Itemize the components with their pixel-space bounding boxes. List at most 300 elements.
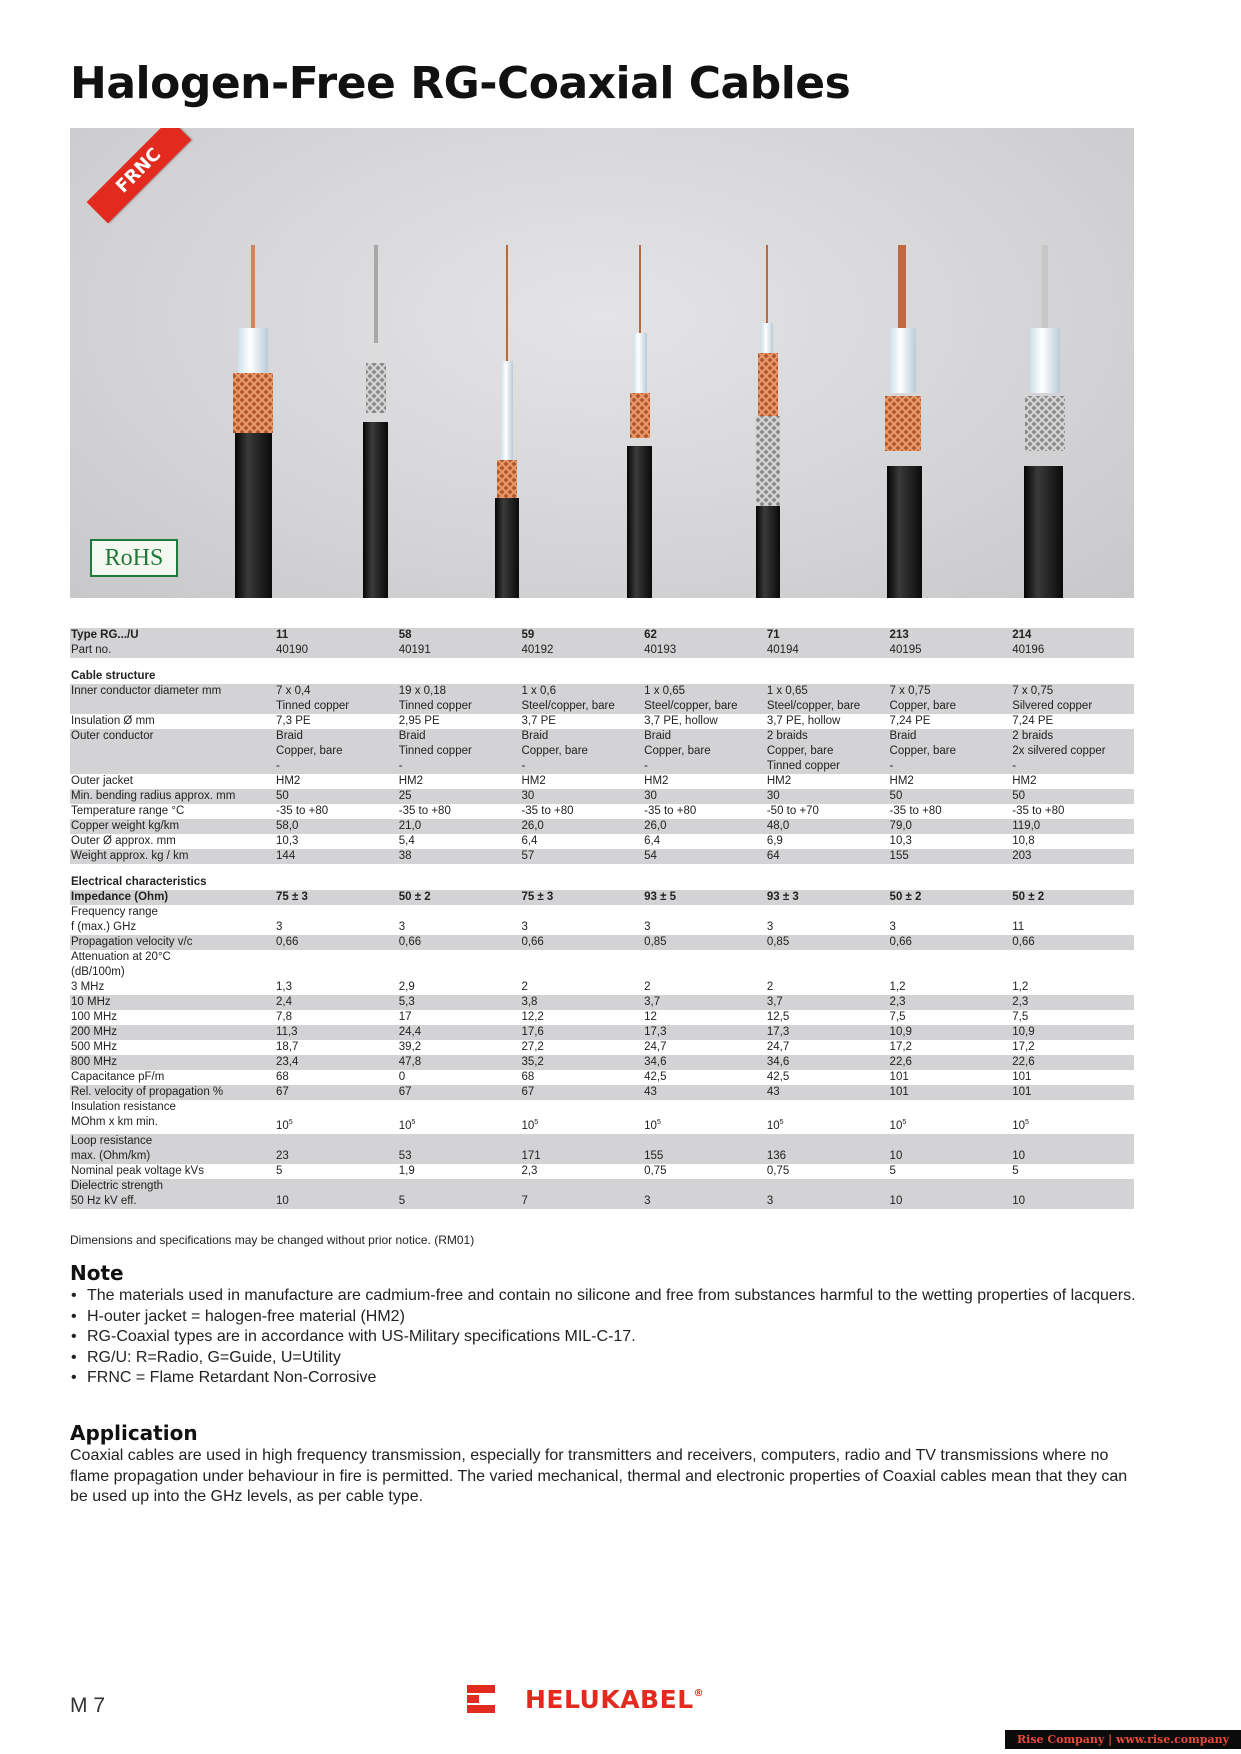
table-cell: 35,2 [520,1055,643,1070]
table-cell: Copper, bare [766,744,889,759]
table-cell: HM2 [398,775,424,787]
table-cell: 10 [1011,1149,1134,1164]
table-row [70,905,1134,920]
table-cell: 11 [1012,921,1025,933]
row-label: Insulation resistance [71,1101,176,1113]
table-cell: Tinned copper [398,699,521,714]
table-cell: 0,85 [643,935,766,950]
table-cell: 12 [644,1011,657,1023]
cable-rg214 [1024,245,1065,598]
table-cell: -35 to +80 [1012,805,1065,817]
table-cell: 7,24 PE [889,715,931,727]
table-cell: 3,7 [643,995,766,1010]
cable-rg58 [363,245,388,598]
cable-rg62 [627,245,652,598]
table-cell: 50 [275,789,398,804]
table-cell: 2 [644,981,651,993]
table-cell: 5 [889,1165,896,1177]
table-cell: 43 [643,1085,766,1100]
table-cell: Steel/copper, bare [520,699,643,714]
list-item: • RG-Coaxial types are in accordance with US-Military specifications MIL-C-17. [70,1327,1136,1348]
row-label: (dB/100m) [71,966,125,978]
table-row [70,1164,1134,1179]
note-list [70,1286,1136,1389]
table-row [70,935,1134,950]
table-cell: 40196 [1011,643,1134,658]
table-row [70,1010,1134,1025]
table-cell: 10 [889,1194,1012,1209]
table-cell: 7 x 0,75 [1011,684,1134,699]
table-cell: 50 [889,789,1012,804]
table-cell: 17,2 [1012,1041,1035,1053]
table-cell: 67 [275,1085,398,1100]
table-cell: Tinned copper [275,699,398,714]
table-cell: 7,3 PE [276,715,311,727]
row-label: Capacitance pF/m [71,1071,165,1083]
table-cell: 7,24 PE [1012,715,1054,727]
table-cell: 58,0 [275,819,398,834]
table-cell: 7 [520,1194,643,1209]
table-cell: 101 [1012,1071,1032,1083]
table-cell: 2,3 [1011,995,1134,1010]
table-cell: 40195 [889,643,1012,658]
table-cell: $10^5$ [276,1119,293,1132]
table-cell: $10^5$ [889,1119,907,1132]
table-cell: 7,5 [1012,1011,1029,1023]
row-label: Outer Ø approx. mm [71,835,176,847]
table-cell: $10^5$ [644,1119,661,1132]
table-row [70,789,1134,804]
table-cell: 0,66 [275,935,398,950]
table-cell: 34,6 [766,1055,889,1070]
table-cell: 155 [643,1149,766,1164]
table-cell: 18,7 [276,1041,299,1053]
table-cell: 1 x 0,65 [643,684,766,699]
table-cell: 7 x 0,4 [275,684,398,699]
table-row [70,729,1134,744]
table-cell: HM2 [889,775,914,787]
table-cell: 47,8 [398,1055,521,1070]
row-label: Insulation Ø mm [71,715,155,727]
section-heading-row [70,864,1134,890]
table-cell: 38 [398,849,521,864]
table-cell: 171 [520,1149,643,1164]
table-cell: 0,66 [1011,935,1134,950]
table-cell: 1,2 [889,981,906,993]
table-row [70,965,1134,980]
table-cell: 57 [520,849,643,864]
table-cell: Copper, bare [275,744,398,759]
table-cell: - [398,759,521,774]
type-cell: 213 [889,628,1012,643]
table-row [70,714,1134,729]
table-cell: 17,6 [520,1025,643,1040]
table-cell: 43 [766,1085,889,1100]
table-cell: 39,2 [398,1041,422,1053]
table-cell: 203 [1011,849,1134,864]
table-row [70,804,1134,819]
row-label: 10 MHz [70,995,275,1010]
table-cell: 144 [275,849,398,864]
table-cell: 0 [398,1071,406,1083]
table-cell: 3,7 [766,995,889,1010]
table-cell: HM2 [1012,775,1037,787]
table-cell: 75 ± 3 [275,890,398,905]
table-cell: 3,7 PE, hollow [644,715,718,727]
table-cell: 17,3 [643,1025,766,1040]
cable-rg213 [885,245,922,598]
table-cell: 30 [766,789,889,804]
table-cell: 3,8 [520,995,643,1010]
table-cell: Braid [520,729,643,744]
row-label: 200 MHz [70,1025,275,1040]
table-row [70,1040,1134,1055]
table-cell: HM2 [766,775,792,787]
table-cell: 3 [643,1194,766,1209]
table-cell: 50 [1011,789,1134,804]
table-cell: Braid [889,729,1012,744]
table-cell: 24,7 [766,1041,790,1053]
table-cell: 34,6 [643,1055,766,1070]
table-cell: 2 [766,981,774,993]
table-cell: 2,4 [275,995,398,1010]
table-cell: 75 ± 3 [520,890,643,905]
table-cell: 1 x 0,65 [766,684,889,699]
table-cell: 3 [398,921,406,933]
list-item: • H-outer jacket = halogen-free material (HM2) [70,1307,1136,1328]
table-cell: Steel/copper, bare [766,699,889,714]
table-cell: 26,0 [520,819,643,834]
table-cell: 50 ± 2 [889,890,1012,905]
table-cell: -50 to +70 [766,805,819,817]
table-cell: 7,5 [889,1011,906,1023]
table-row [70,1149,1134,1164]
table-cell: 22,6 [1011,1055,1134,1070]
table-cell: 30 [643,789,766,804]
list-item: • RG/U: R=Radio, G=Guide, U=Utility [70,1348,1136,1369]
row-label: Part no. [70,643,275,658]
row-label: f (max.) GHz [71,921,137,933]
table-cell: 101 [1011,1085,1134,1100]
table-cell: - [275,759,398,774]
table-cell: 64 [766,849,889,864]
row-label: Nominal peak voltage kVs [71,1165,204,1177]
table-row [70,1194,1134,1209]
helukabel-mark-icon [467,1685,495,1713]
row-label: 800 MHz [70,1055,275,1070]
table-cell: Copper, bare [889,699,1012,714]
table-cell: 3 [766,921,774,933]
table-cell: 0,66 [398,935,521,950]
table-row [70,950,1134,965]
row-label: Outer conductor [70,729,275,744]
section-heading-row [70,658,1134,684]
table-row [70,980,1134,995]
table-cell: Copper, bare [643,744,766,759]
table-cell: -35 to +80 [398,805,451,817]
table-cell: HM2 [644,775,669,787]
cable-illustrations [70,128,1134,598]
table-cell: 0,66 [520,935,643,950]
table-cell: 5 [398,1194,521,1209]
table-cell: 2,3 [521,1165,538,1177]
table-cell: 1,9 [398,1165,415,1177]
table-cell: 2x silvered copper [1011,744,1134,759]
table-cell: 2,9 [398,981,415,993]
table-cell: 5,4 [398,835,415,847]
section-heading: Cable structure [71,670,156,682]
table-cell: 48,0 [766,819,889,834]
table-cell: 12,2 [521,1011,544,1023]
table-cell: 40193 [643,643,766,658]
row-label: Inner conductor diameter mm [70,684,275,699]
table-row [70,890,1134,905]
table-cell: 23,4 [275,1055,398,1070]
table-cell: 2 braids [1011,729,1134,744]
table-row [70,995,1134,1010]
table-row [70,849,1134,864]
table-cell: 10,3 [889,835,912,847]
row-label: 50 Hz kV eff. [70,1194,275,1209]
type-cell: 214 [1011,628,1134,643]
row-label: Impedance (Ohm) [70,890,275,905]
table-cell: 3 [276,921,283,933]
table-cell: 40191 [398,643,521,658]
brand-name: HELUKABEL® [525,1685,705,1714]
type-cell: 71 [766,628,889,643]
type-cell: 58 [398,628,521,643]
table-cell: 50 ± 2 [1011,890,1134,905]
row-label: Outer jacket [71,775,133,787]
table-cell: - [520,759,643,774]
row-label: Type RG.../U [70,628,275,643]
table-row [70,819,1134,834]
table-cell: 5 [276,1165,283,1177]
table-cell: 42,5 [644,1071,667,1083]
row-label: Loop resistance [70,1134,1134,1149]
table-cell: -35 to +80 [521,805,574,817]
table-cell: $10^5$ [1012,1119,1029,1132]
table-row [70,699,1134,714]
table-cell: 1,3 [276,981,293,993]
table-cell: 1 x 0,6 [520,684,643,699]
table-cell: 0,85 [766,935,889,950]
row-label: Min. bending radius approx. mm [70,789,275,804]
table-cell: 17 [398,1011,412,1023]
table-cell: Braid [643,729,766,744]
table-cell: HM2 [276,775,301,787]
type-cell: 11 [275,628,398,643]
table-cell: 7,8 [276,1011,293,1023]
table-row [70,920,1134,935]
table-cell: 10 [275,1194,398,1209]
frnc-badge: FRNC [87,128,192,223]
table-cell: 6,9 [766,835,783,847]
table-cell: Copper, bare [889,744,1012,759]
row-label: MOhm x km min. [71,1116,158,1128]
table-row [70,834,1134,849]
table-cell: -35 to +80 [889,805,942,817]
list-item: • FRNC = Flame Retardant Non-Corrosive [70,1368,1136,1389]
table-row [70,744,1134,759]
table-cell: 5 [1012,1165,1019,1177]
note-heading: Note [70,1261,124,1285]
table-row [70,1115,1134,1134]
table-cell: 5,3 [398,995,521,1010]
table-cell: - [889,759,1012,774]
row-label: Temperature range °C [71,805,185,817]
table-cell: 12,5 [766,1011,790,1023]
application-heading: Application [70,1421,198,1445]
table-cell: 101 [889,1071,909,1083]
table-row [70,1025,1134,1040]
table-cell: 3 [644,921,651,933]
row-label: Copper weight kg/km [70,819,275,834]
table-cell: 93 ± 3 [766,890,889,905]
table-cell: Braid [398,729,521,744]
row-label: 500 MHz [71,1041,118,1053]
table-row [70,759,1134,774]
table-cell: 1,2 [1012,981,1029,993]
table-cell: 10 [889,1149,1012,1164]
table-cell: 25 [398,789,521,804]
table-cell: 2 [521,981,528,993]
specifications-table [70,628,1134,1209]
table-cell: 10,8 [1012,835,1035,847]
table-cell: 79,0 [889,819,1012,834]
cable-rg11 [233,245,273,598]
table-cell: 40192 [520,643,643,658]
rohs-badge: RoHS [90,539,178,577]
table-row [70,774,1134,789]
table-cell: 101 [889,1085,1012,1100]
table-cell: 93 ± 5 [643,890,766,905]
table-row [70,1070,1134,1085]
table-cell: - [1011,759,1134,774]
table-cell: 67 [520,1085,643,1100]
table-cell: 19 x 0,18 [398,684,521,699]
row-label: 100 MHz [71,1011,118,1023]
row-label: Propagation velocity v/c [70,935,275,950]
table-cell: 3 [521,921,528,933]
table-cell: 10,9 [1011,1025,1134,1040]
table-cell: 0,75 [644,1165,667,1177]
table-cell: 17,3 [766,1025,889,1040]
table-cell: 3,7 PE [521,715,556,727]
table-cell: 2 braids [766,729,889,744]
cable-rg71 [756,245,780,598]
table-cell: Braid [275,729,398,744]
table-cell: 10,3 [276,835,299,847]
table-cell: 17,2 [889,1041,912,1053]
table-cell: 40194 [766,643,889,658]
table-cell: 2,95 PE [398,715,440,727]
table-cell: -35 to +80 [644,805,697,817]
table-row [70,1134,1134,1149]
table-cell: 24,7 [644,1041,667,1053]
row-label: Weight approx. kg / km [70,849,275,864]
page-number: M 7 [70,1694,106,1717]
table-cell: 68 [276,1071,289,1083]
table-cell: 7 x 0,75 [889,684,1012,699]
table-cell: 3 [889,921,896,933]
table-row [70,1055,1134,1070]
table-cell: 21,0 [398,819,521,834]
table-row [70,684,1134,699]
table-cell: 68 [521,1071,535,1083]
cable-rg59 [495,245,519,598]
list-item: • The materials used in manufacture are cadmium-free and contain no silicone and free from substances harmful to the wetting properties of lacquers. [70,1286,1136,1307]
page-title: Halogen-Free RG-Coaxial Cables [70,58,851,109]
table-cell: 119,0 [1011,819,1134,834]
table-cell: 26,0 [643,819,766,834]
table-cell: 10,9 [889,1025,1012,1040]
table-cell: 30 [520,789,643,804]
table-row [70,1100,1134,1115]
table-cell: HM2 [521,775,546,787]
table-cell: $10^5$ [766,1119,784,1132]
table-cell: 40190 [275,643,398,658]
section-heading: Electrical characteristics [71,876,207,888]
table-cell: 11,3 [275,1025,398,1040]
table-cell: Copper, bare [520,744,643,759]
table-cell: Tinned copper [398,744,521,759]
table-cell: 6,4 [644,835,661,847]
table-cell: 53 [398,1149,521,1164]
application-text: Coaxial cables are used in high frequency transmission, especially for transmitters and receivers, computers, radio and TV transmissions where no flame propagation under behaviour in fire is permitted. The varied mechanical, thermal and electronic properties of Coaxial cables mean that they can be used up into the GHz levels, as per cable type. [70,1447,1128,1505]
table-cell: -35 to +80 [276,805,329,817]
table-cell: 24,4 [398,1025,521,1040]
credit-banner: Rise Company | www.rise.company [1005,1730,1241,1749]
table-cell: 3 [766,1194,889,1209]
table-row [70,643,1134,658]
row-label: Rel. velocity of propagation % [70,1085,275,1100]
row-label: Attenuation at 20°C [71,951,171,963]
table-cell: $10^5$ [521,1119,539,1132]
table-cell: Steel/copper, bare [643,699,766,714]
table-cell: 67 [398,1085,521,1100]
type-cell: 59 [520,628,643,643]
table-cell: 10 [1011,1194,1134,1209]
table-cell: Silvered copper [1011,699,1134,714]
table-row [70,1085,1134,1100]
product-photo [70,128,1134,598]
table-cell: 155 [889,849,1012,864]
table-cell: 2,3 [889,995,1012,1010]
row-label: Frequency range [71,906,158,918]
type-cell: 62 [643,628,766,643]
table-cell: Tinned copper [766,759,889,774]
table-header-row [70,628,1134,643]
table-cell: 6,4 [521,835,538,847]
row-label: 3 MHz [71,981,105,993]
table-cell: 54 [643,849,766,864]
table-cell: 50 ± 2 [398,890,521,905]
table-cell: 27,2 [521,1041,544,1053]
footnote: Dimensions and specifications may be changed without prior notice. (RM01) [70,1233,475,1247]
table-cell: $10^5$ [398,1119,416,1132]
table-cell: 3,7 PE, hollow [766,715,841,727]
table-cell: 23 [275,1149,398,1164]
table-cell: 22,6 [889,1055,1012,1070]
row-label: Dielectric strength [70,1179,1134,1194]
table-cell: 0,66 [889,935,1012,950]
table-cell: 136 [766,1149,889,1164]
helukabel-logo [467,1683,737,1715]
table-cell: 42,5 [766,1071,790,1083]
table-cell: - [643,759,766,774]
row-label: max. (Ohm/km) [70,1149,275,1164]
